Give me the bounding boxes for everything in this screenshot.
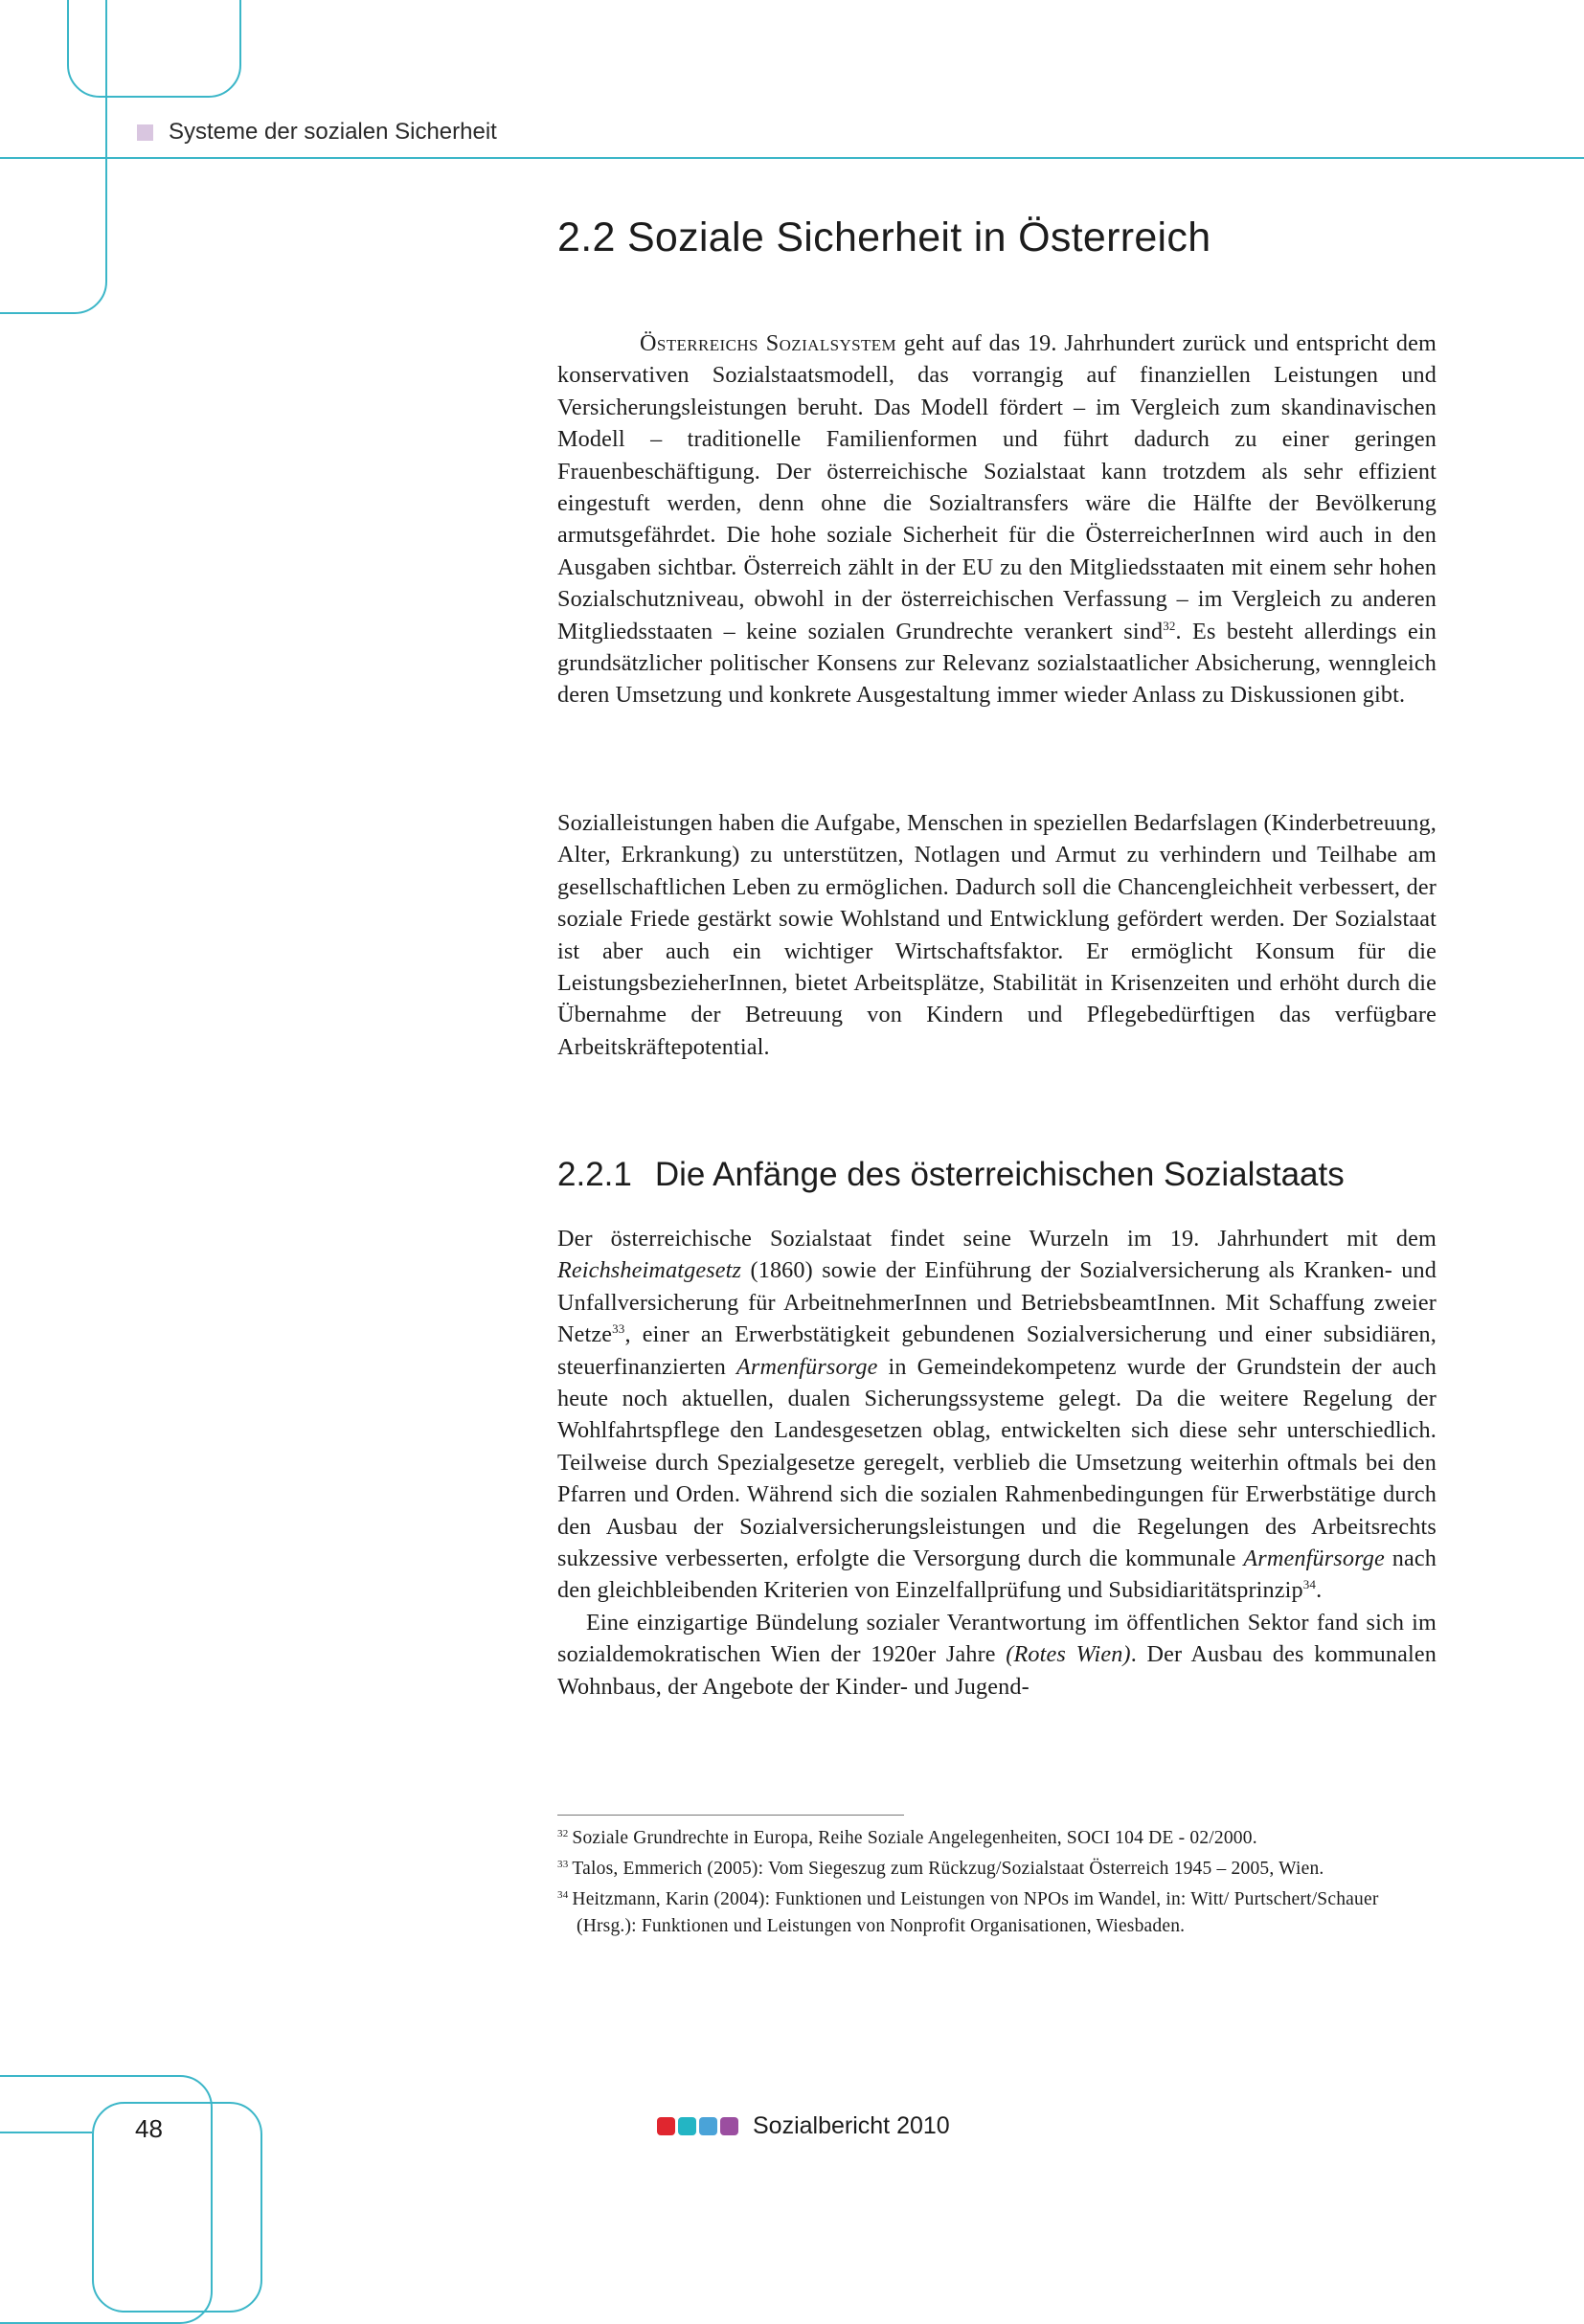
- subsection-number: 2.2.1: [557, 1156, 632, 1193]
- paragraph: [557, 1607, 1437, 1703]
- publication-title: Sozialbericht 2010: [753, 2112, 950, 2139]
- emphasis: Armenfürsorge: [735, 1353, 878, 1380]
- running-head: [137, 119, 497, 146]
- running-title: Systeme der sozialen Sicherheit: [169, 119, 497, 145]
- text-run: . Der Ausbau des kommunalen Wohnbaus, der Angebote der Kinder- und Jugend-: [557, 1641, 1437, 1700]
- footnotes: [557, 1825, 1437, 1944]
- section-heading: [557, 214, 1211, 261]
- subsection-heading: [557, 1156, 1345, 1194]
- logo-square: [720, 2117, 738, 2135]
- bullet-square: [137, 124, 153, 141]
- logo-square: [657, 2117, 675, 2135]
- footnote: [557, 1856, 1437, 1883]
- paragraph: [557, 1223, 1437, 1607]
- text-run: in Gemeindekompetenz wurde der Grundstein der auch heute noch aktuellen, dualen Sicherungssysteme gelegt. Da die weitere Regelung der Wohlfahrtspflege den Landesgesetzen oblag, entwickelten sich diese sehr unterschiedlich. Teilweise durch Spezialgesetze geregelt, verblieb die Umsetzung weiterhin oftmals bei den Pfarren und Orden. Während sich die sozialen Rahmenbedingungen für Erwerbstätige durch den Ausbau der Sozialversicherungsleistungen und die Regelungen des Arbeitsrechts sukzessive verbesserten, erfolgte die Versorgung durch die kommunale: [557, 1353, 1437, 1572]
- subsection-title: Die Anfänge des österreichischen Sozialstaats: [654, 1156, 1345, 1193]
- text-run: nach den gleichbleibenden Kriterien von Einzelfallprüfung und Subsidiaritätsprinzip: [557, 1546, 1437, 1604]
- footer-publication: [657, 2112, 950, 2140]
- emphasis: Reichsheimatgesetz: [557, 1257, 742, 1284]
- text-run: .: [1316, 1577, 1323, 1604]
- footnote-ref[interactable]: 33: [612, 1321, 625, 1337]
- header-rule: [0, 157, 1584, 159]
- paragraph: Sozialleistungen haben die Aufgabe, Menschen in speziellen Bedarfslagen (Kinderbetreuung, Alter, Erkrankung) zu unterstützen, Notlagen und Armut zu verhindern und Teilhabe am gesellschaftlichen Leben zu ermöglichen. Dadurch soll die Chancengleichheit verbessert, der soziale Friede gestärkt sowie Wohlstand und Entwicklung gefördert werden. Der Sozialstaat ist aber auch ein wichtiger Wirtschaftsfaktor. Er ermöglicht Konsum für die LeistungsbezieherInnen, bietet Arbeitsplätze, Stabilität in Krisenzeiten und erhöht durch die Übernahme der Betreuung von Kindern und Pflegebedürftigen das verfügbare Arbeitskräftepotential.: [557, 810, 1437, 1060]
- footnote-number: 32: [557, 1828, 569, 1839]
- footnote-ref[interactable]: 32: [1163, 618, 1176, 633]
- emphasis: Armenfürsorge: [1243, 1546, 1385, 1572]
- frame-bottom-outer: [0, 2075, 213, 2324]
- footnote-text: Heitzmann, Karin (2004): Funktionen und Leistungen von NPOs im Wandel, in: Witt/ Purtschert/Schauer (Hrsg.): Funktionen und Leistungen von Nonprofit Organisationen, Wiesbaden.: [572, 1889, 1379, 1936]
- section-number: 2.2: [557, 214, 616, 260]
- text-run: Der österreichische Sozialstaat findet seine Wurzeln im 19. Jahrhundert mit dem: [557, 1226, 1437, 1252]
- text-run: Eine einzigartige Bündelung sozialer Verantwortung im öffentlichen Sektor fand sich im sozialdemokratischen Wien der 1920er Jahre: [557, 1609, 1437, 1668]
- footnote-number: 34: [557, 1889, 569, 1901]
- footnote-divider: [557, 1815, 904, 1816]
- subsection-body: [557, 1223, 1437, 1703]
- emphasis: (Rotes Wien): [1006, 1641, 1131, 1668]
- text-run: . Es besteht allerdings ein grundsätzlicher politischer Konsens zur Relevanz sozialstaatlicher Absicherung, wenngleich deren Umsetzung und konkrete Ausgestaltung immer wieder Anlass zu Diskussionen gibt.: [557, 618, 1437, 709]
- lead-smallcaps: Österreichs Sozialsystem: [640, 330, 897, 356]
- text-run: (1860) sowie der Einführung der Sozialversicherung als Kranken- und Unfallversicherung für ArbeitnehmerInnen und BetriebsbeamtInnen. Mit Schaffung zweier Netze: [557, 1257, 1437, 1348]
- logo-square: [678, 2117, 696, 2135]
- text-run: , einer an Erwerbstätigkeit gebundenen Sozialversicherung und einer subsidiären, steuerfinanzierten: [557, 1321, 1437, 1380]
- footnote: [557, 1886, 1437, 1940]
- footnote-text: Talos, Emmerich (2005): Vom Siegeszug zum Rückzug/Sozialstaat Österreich 1945 – 2005, Wien.: [572, 1859, 1324, 1879]
- sozialbericht-logo-icon: [657, 2117, 741, 2135]
- paragraph: [557, 327, 1437, 711]
- text-run: geht auf das 19. Jahrhundert zurück und entspricht dem konservativen Sozialstaatsmodell, das vorrangig auf finanziellen Leistungen und Versicherungsleistungen beruht. Das Modell fördert – im Vergleich zum skandinavischen Modell – traditionelle Familienformen und führt dadurch zu einer geringen Frauenbeschäftigung. Der österreichische Sozialstaat kann trotzdem als sehr effizient eingestuft werden, denn ohne die Sozialtransfers wäre die Hälfte der Bevölkerung armutsgefährdet. Die hohe soziale Sicherheit für die ÖsterreicherInnen wird auch in den Ausgaben sichtbar. Österreich zählt in der EU zu den Mitgliedsstaaten mit einem sehr hohen Sozialschutzniveau, obwohl in der österreichischen Verfassung – im Vergleich zu anderen Mitgliedsstaaten – keine sozialen Grundrechte verankert sind: [557, 330, 1437, 644]
- footnote: [557, 1825, 1437, 1852]
- section-body-2: [557, 807, 1437, 1063]
- section-title: Soziale Sicherheit in Österreich: [626, 214, 1211, 260]
- section-body: [557, 327, 1437, 711]
- footnote-text: Soziale Grundrechte in Europa, Reihe Soziale Angelegenheiten, SOCI 104 DE - 02/2000.: [572, 1828, 1257, 1848]
- page-number: 48: [135, 2114, 163, 2143]
- logo-square: [699, 2117, 717, 2135]
- footer-rule: [0, 2132, 92, 2133]
- footnote-number: 33: [557, 1859, 569, 1870]
- frame-bottom-inner: [92, 2102, 262, 2313]
- frame-top-outer: [67, 0, 241, 98]
- footnote-ref[interactable]: 34: [1302, 1577, 1317, 1592]
